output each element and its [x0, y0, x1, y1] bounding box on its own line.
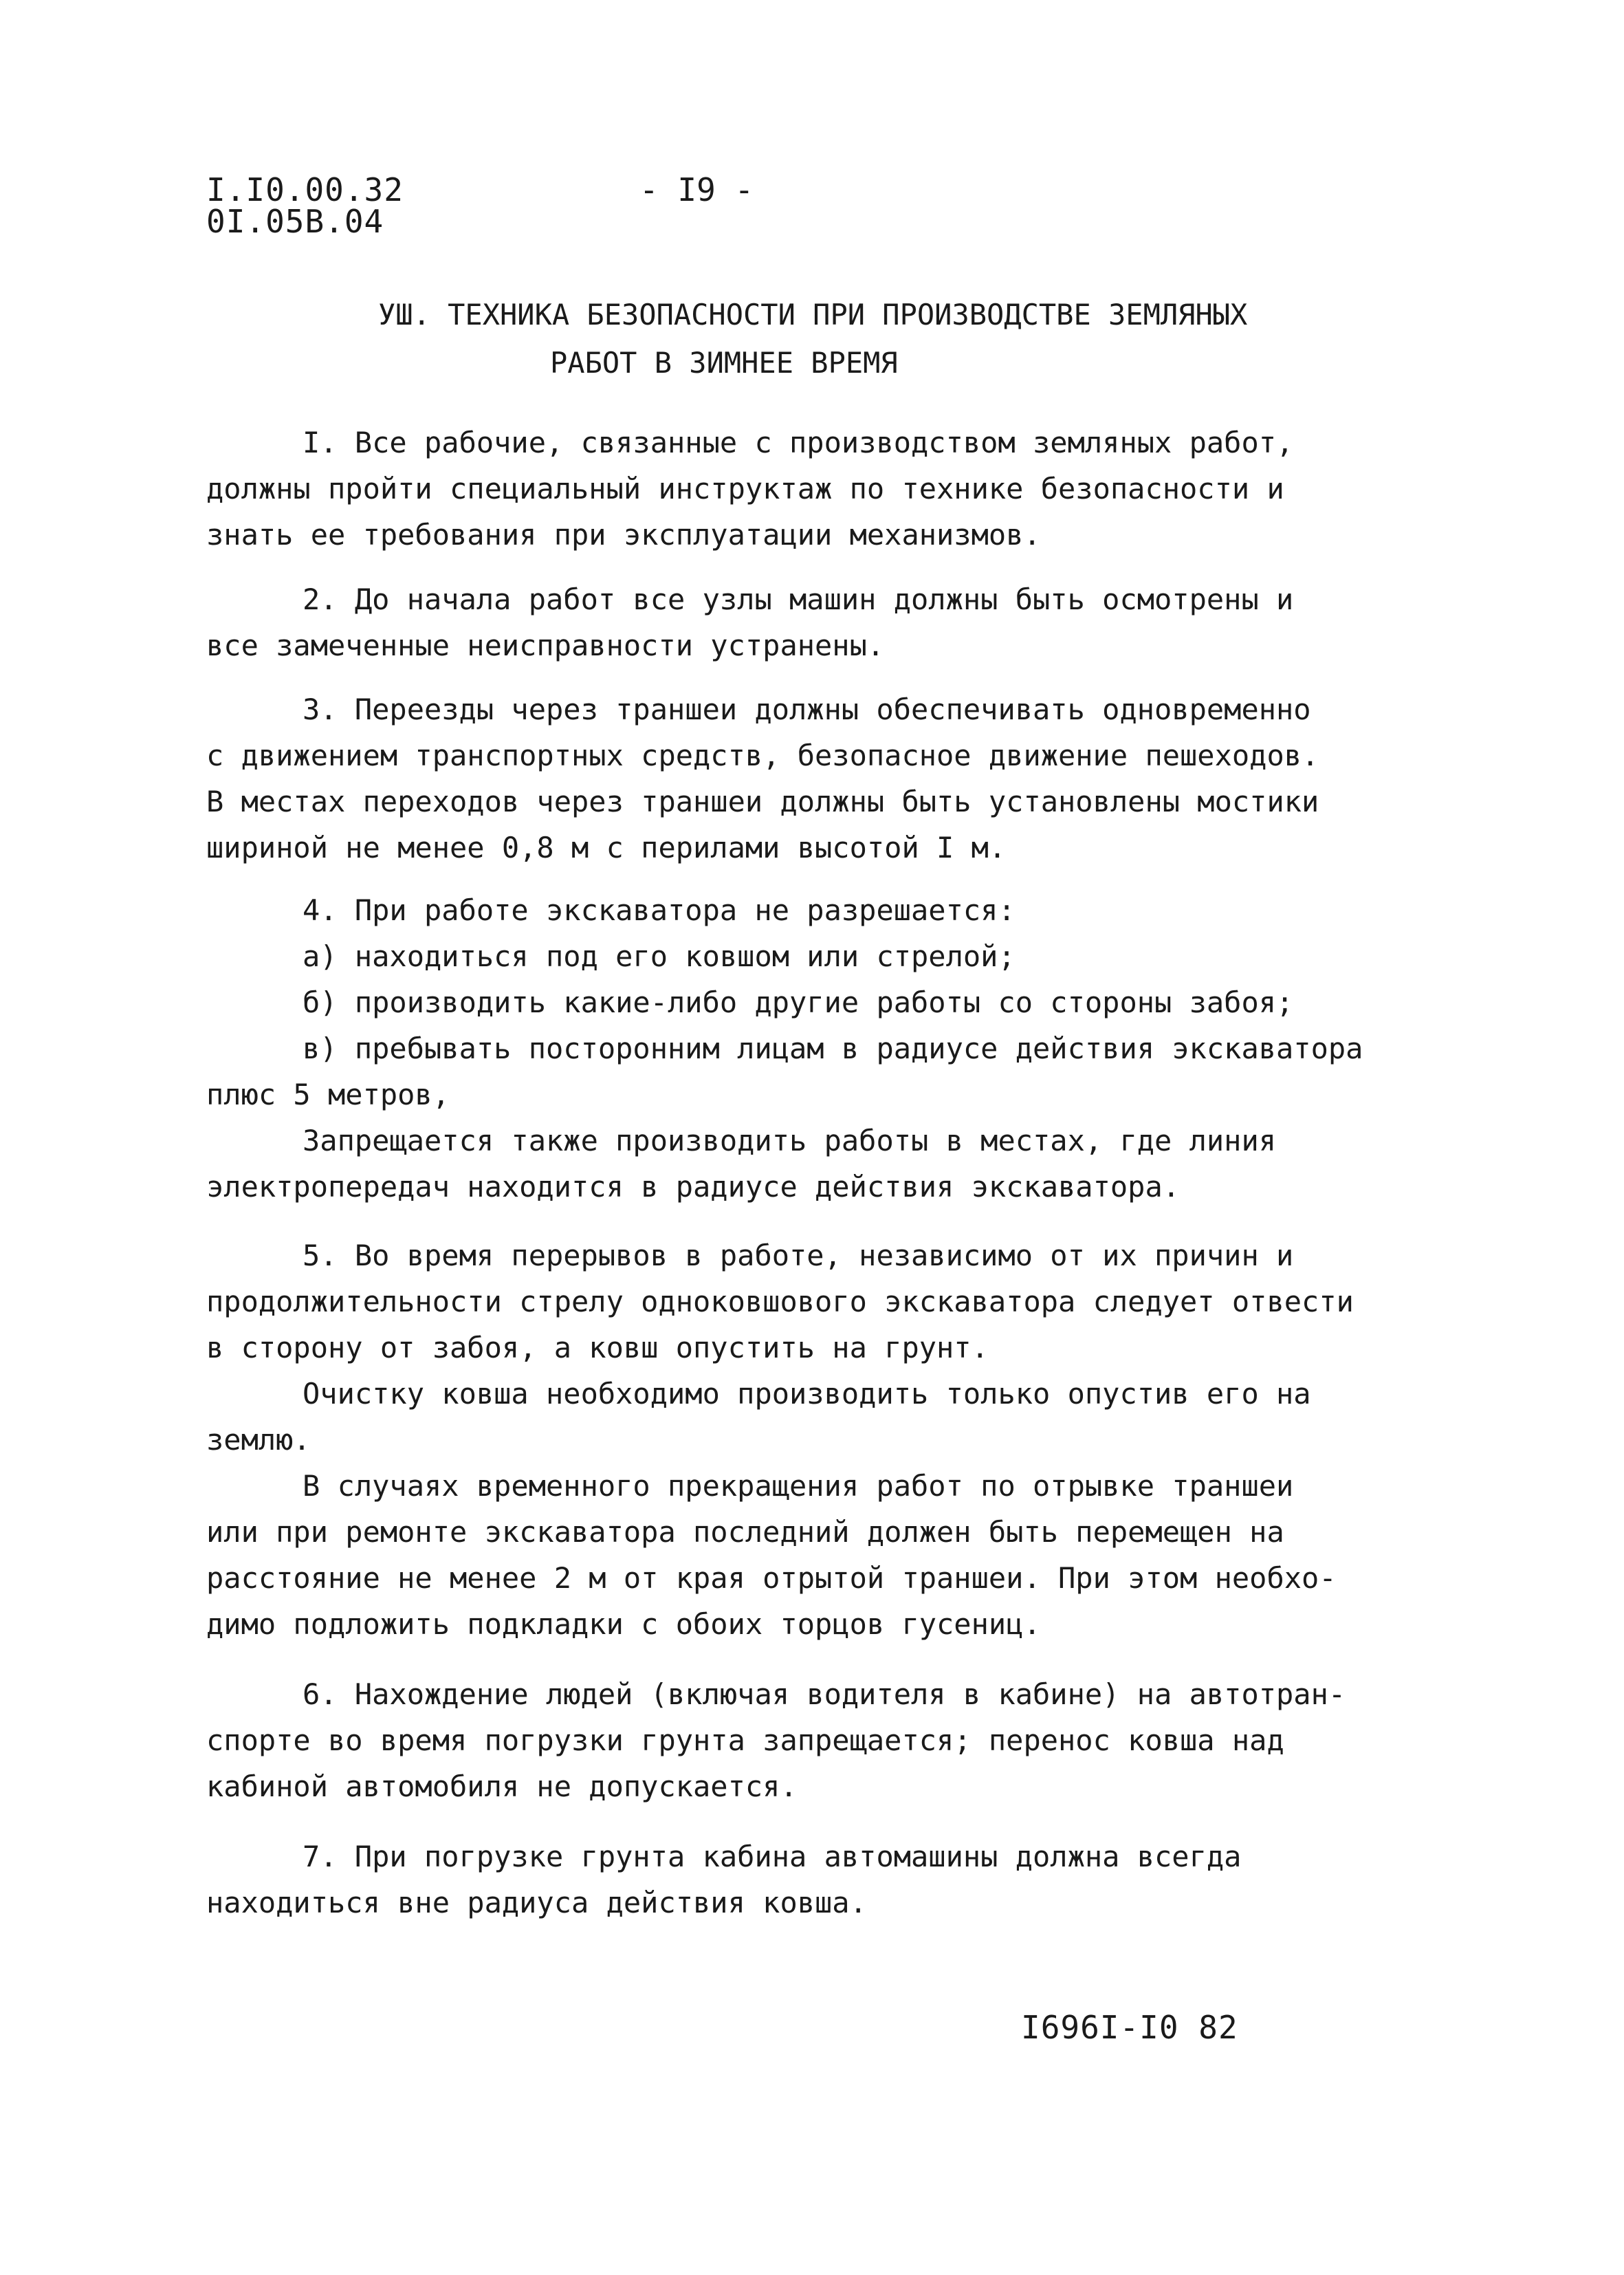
text-line: должны пройти специальный инструктаж по технике безопасности и — [206, 472, 1284, 505]
text-line: все замеченные неисправности устранены. — [206, 629, 885, 662]
text-line: в сторону от забоя, а ковш опустить на грунт. — [206, 1331, 989, 1364]
section-title-line2: РАБОТ В ЗИМНЕЕ ВРЕМЯ — [550, 346, 898, 380]
text-line: 7. При погрузке грунта кабина автомашины должна всегда — [303, 1840, 1242, 1873]
text-line: расстояние не менее 2 м от края отрытой траншеи. При этом необхо- — [206, 1561, 1337, 1595]
text-line: В местах переходов через траншеи должны быть установлены мостики — [206, 785, 1319, 818]
text-line: Очистку ковша необходимо производить только опустив его на — [303, 1377, 1311, 1411]
text-line: знать ее требования при эксплуатации механизмов. — [206, 518, 1041, 552]
text-line: а) находиться под его ковшом или стрелой; — [303, 939, 1016, 973]
text-line: I. Все рабочие, связанные с производством земляных работ, — [303, 426, 1294, 459]
text-line: шириной не менее 0,8 м с перилами высотой I м. — [206, 831, 1007, 864]
document-code-line1: I.I0.00.32 — [206, 171, 404, 208]
text-line: или при ремонте экскаватора последний должен быть перемещен на — [206, 1515, 1284, 1549]
text-line: спорте во время погрузки грунта запрещается; перенос ковша над — [206, 1723, 1284, 1757]
page-number: - I9 - — [639, 171, 754, 208]
text-line: в) пребывать посторонним лицам в радиусе действия экскаватора — [303, 1032, 1363, 1065]
document-code-line2: 0I.05B.04 — [206, 203, 384, 240]
text-line: электропередач находится в радиусе действия экскаватора. — [206, 1170, 1181, 1204]
text-line: 3. Переезды через траншеи должны обеспечивать одновременно — [303, 693, 1311, 726]
section-title-line1: УШ. ТЕХНИКА БЕЗОПАСНОСТИ ПРИ ПРОИЗВОДСТВЕ ЗЕМЛЯНЫХ — [378, 298, 1248, 331]
text-line: В случаях временного прекращения работ по отрывке траншеи — [303, 1469, 1294, 1503]
text-line: кабиной автомобиля не допускается. — [206, 1770, 798, 1803]
text-line: Запрещается также производить работы в местах, где линия — [303, 1124, 1277, 1157]
text-line: б) производить какие-либо другие работы со стороны забоя; — [303, 986, 1294, 1019]
text-line: находиться вне радиуса действия ковша. — [206, 1886, 867, 1919]
document-number: I696I-I0 82 — [1021, 2009, 1238, 2046]
text-line: 5. Во время перерывов в работе, независимо от их причин и — [303, 1239, 1294, 1272]
text-line: 2. До начала работ все узлы машин должны быть осмотрены и — [303, 583, 1294, 616]
text-line: 4. При работе экскаватора не разрешается: — [303, 893, 1016, 927]
text-line: плюс 5 метров, — [206, 1078, 450, 1111]
text-line: димо подложить подкладки с обоих торцов гусениц. — [206, 1607, 1041, 1641]
text-line: продолжительности стрелу одноковшового экскаватора следует отвести — [206, 1285, 1354, 1318]
text-line: с движением транспортных средств, безопасное движение пешеходов. — [206, 739, 1319, 772]
text-line: 6. Нахождение людей (включая водителя в кабине) на автотран- — [303, 1677, 1346, 1711]
text-line: землю. — [206, 1423, 311, 1457]
